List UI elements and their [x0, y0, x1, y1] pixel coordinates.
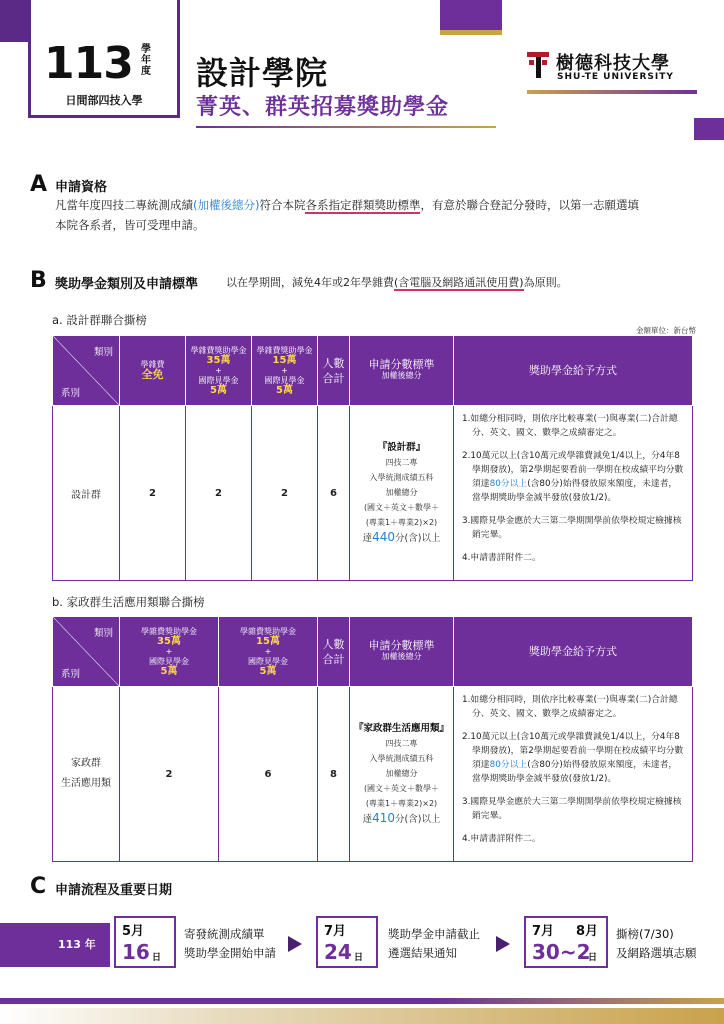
table-b-corner-bottom: 系別 — [61, 669, 81, 680]
table-b-std-title: 『家政群生活應用類』 — [353, 723, 449, 734]
standard-underline: 各系指定群類獎助標準 — [305, 198, 421, 212]
section-a-text-4: 本院各系者，皆可受理申請。 — [55, 218, 205, 232]
table-b-award-4: 4.申請書詳附件二。 — [462, 834, 541, 844]
section-c-letter: C — [30, 874, 47, 899]
table-b-std-l1: 四技二專 — [385, 739, 418, 748]
currency-unit: 金額單位：新台幣 — [636, 326, 696, 335]
step1-month: 5月 — [122, 924, 145, 939]
table-b-corner-top: 類別 — [93, 628, 113, 639]
table-a-std-l1: 四技二專 — [385, 458, 418, 467]
table-b — [52, 616, 693, 862]
table-b-award-2 — [462, 730, 684, 786]
table-a-std-l4: (國文＋英文＋數學＋ — [363, 503, 440, 512]
table-row — [53, 687, 693, 862]
section-b-desc — [226, 274, 568, 290]
step2-day: 24 — [324, 940, 352, 964]
table-b-row-label — [53, 687, 120, 862]
table-b-col2-amount: 15萬 — [256, 635, 280, 647]
year-number: 113 — [44, 38, 133, 89]
table-row — [53, 406, 693, 581]
page-title: 設計學院 — [196, 54, 329, 92]
table-a-award-1: 1.如總分相同時，則依序比較專業(一)與專業(二)合計總分、英文、國文、數學之成績審定之。 — [462, 414, 678, 438]
table-a-col5-label: 申請分數標準 — [368, 358, 435, 371]
table-a-header-row — [53, 336, 693, 406]
table-b-col1-plus: + — [165, 646, 173, 656]
table-a-award-2a: 2.10萬元以上(含10萬元或學雜費減免1/4以上，分4年8學期發放)，第2學期起要看前一學期在校成績平均分數須達 — [462, 451, 684, 489]
table-b-award-2b: (含80分)始得發放原來額度，未達者，當學期獎助學金減半發放(發放1/2)。 — [472, 760, 678, 784]
footer-stripe — [0, 998, 724, 1004]
table-b-corner — [53, 617, 120, 687]
table-a-col-35 — [186, 336, 252, 406]
table-a-corner-top: 類別 — [93, 347, 113, 358]
table-a-std-post: 分(含)以上 — [395, 533, 441, 544]
fee-note-underline: (含電腦及網路通訊使用費) — [394, 276, 524, 289]
table-a-col-total: 人數合計 — [318, 336, 350, 406]
step3-desc — [616, 925, 697, 963]
table-b-col-standard — [350, 617, 454, 687]
table-b-std-pre: 達 — [362, 814, 373, 825]
step2-line2: 遴選結果通知 — [388, 946, 457, 960]
step3-date — [524, 916, 608, 968]
step3-day: 30~2 — [532, 940, 591, 964]
section-a-letter: A — [30, 172, 48, 197]
table-a-award-4: 4.申請書詳附件二。 — [462, 553, 541, 563]
table-b-std-l3: 加權總分 — [385, 769, 418, 778]
university-name-cn: 樹德科技大學 — [556, 53, 670, 74]
step2-desc — [388, 925, 480, 963]
university-name-en: SHU-TE UNIVERSITY — [557, 72, 674, 82]
step2-date — [316, 916, 378, 968]
table-a-col2-amount2: 5萬 — [210, 384, 227, 396]
table-b-v2: 6 — [219, 687, 318, 862]
table-a-col2-amount: 35萬 — [206, 354, 231, 366]
table-a-corner — [53, 336, 120, 406]
arrow-right-icon — [288, 936, 302, 952]
arrow-right-icon — [496, 936, 510, 952]
table-b-v1: 2 — [120, 687, 219, 862]
step1-desc — [184, 925, 276, 963]
table-a-col-award: 獎助學金給予方式 — [454, 336, 693, 406]
table-a-col2-label: 學雜費獎助學金 — [190, 345, 247, 355]
table-a-col3-label2: 國際見學金 — [264, 375, 305, 385]
section-c-title: 申請流程及重要日期 — [55, 883, 173, 898]
table-b-col1-label2: 國際見學金 — [149, 656, 189, 666]
table-a-col2-plus: + — [215, 365, 222, 375]
table-b-std-post: 分(含)以上 — [395, 814, 441, 825]
table-a-total: 6 — [318, 406, 350, 581]
section-b-letter: B — [30, 268, 47, 293]
university-logo-icon — [527, 50, 549, 78]
step3-line1: 撕榜(7/30) — [616, 927, 674, 941]
table-b-col-total: 人數合計 — [318, 617, 350, 687]
table-a-col1-amount: 全免 — [141, 368, 164, 381]
table-b-col-15 — [219, 617, 318, 687]
table-b-standard — [350, 687, 454, 862]
table-a-col5-sub: 加權後總分 — [381, 371, 422, 380]
step3-day-suffix: 日 — [588, 953, 598, 963]
table-a — [52, 335, 693, 581]
table-b-col2-label2: 國際見學金 — [248, 656, 288, 666]
table-a-row-label: 設計群 — [53, 406, 120, 581]
table-b-std-l2: 入學統測成績五科 — [369, 754, 434, 763]
step3-month-a: 7月 — [532, 924, 555, 939]
table-b-award-2a: 2.10萬元以上(含10萬元或學雜費減免1/4以上，分4年8學期發放)，第2學期起要看前一學期在校成績平均分數須達 — [462, 732, 684, 770]
table-a-col1-label: 學雜費 — [140, 360, 165, 369]
table-a-award-2 — [462, 449, 684, 505]
step1-line2: 獎助學金開始申請 — [184, 946, 276, 960]
table-a-caption: a. 設計群聯合撕榜 — [52, 313, 147, 327]
section-b-title: 獎助學金類別及申請標準 — [55, 277, 199, 292]
table-a-col3-label: 學雜費獎助學金 — [256, 345, 313, 355]
step1-date — [114, 916, 176, 968]
footer-gradient — [0, 1008, 724, 1024]
table-b-col-award: 獎助學金給予方式 — [454, 617, 693, 687]
table-a-std-score: 440 — [372, 530, 395, 544]
table-b-award-1: 1.如總分相同時，則依序比較專業(一)與專業(二)合計總分、英文、國文、數學之成績審定之。 — [462, 695, 678, 719]
step2-day-suffix: 日 — [354, 953, 364, 963]
table-b-row-label-2: 生活應用類 — [61, 778, 111, 789]
table-b-col-35 — [120, 617, 219, 687]
table-b-col2-amount2: 5萬 — [259, 665, 277, 677]
timeline-year: 113 年 — [58, 938, 96, 951]
table-a-std-pre: 達 — [362, 533, 373, 544]
table-a-corner-bottom: 系別 — [61, 388, 81, 399]
table-b-col1-amount2: 5萬 — [160, 665, 178, 677]
table-b-row-label-1: 家政群 — [71, 758, 101, 769]
header-stripe-gold — [440, 30, 502, 35]
table-a-col-standard — [350, 336, 454, 406]
table-b-col4-sub: 加權後總分 — [381, 652, 422, 661]
step1-day-suffix: 日 — [152, 953, 162, 963]
table-a-std-title: 『設計群』 — [377, 442, 426, 453]
weighted-score-highlight: (加權後總分) — [193, 198, 260, 212]
side-accent-bar — [694, 118, 724, 140]
section-a-text-1: 凡當年度四技二專統測成績 — [55, 198, 193, 212]
table-a-col2-label2: 國際見學金 — [198, 375, 239, 385]
table-b-col4-label: 申請分數標準 — [368, 639, 435, 652]
table-a-std-l2: 入學統測成績五科 — [369, 473, 434, 482]
table-b-col2-label: 學雜費獎助學金 — [240, 626, 296, 636]
table-a-col-15 — [252, 336, 318, 406]
step2-month: 7月 — [324, 924, 347, 939]
step2-line1: 獎助學金申請截止 — [388, 927, 480, 941]
title-divider — [196, 126, 496, 128]
header-stripe — [440, 0, 502, 30]
table-a-v1: 2 — [120, 406, 186, 581]
table-a-col3-amount2: 5萬 — [276, 384, 293, 396]
table-a-award — [454, 406, 693, 581]
table-a-col3-plus: + — [281, 365, 288, 375]
step1-line1: 寄發統測成績單 — [184, 927, 265, 941]
table-b-col2-plus: + — [264, 646, 272, 656]
section-b-desc-1: 以在學期間，減免4年或2年學雜費 — [226, 276, 394, 289]
table-b-caption: b. 家政群生活應用類聯合撕榜 — [52, 595, 205, 609]
table-a-std-l3: 加權總分 — [385, 488, 418, 497]
section-a-title: 申請資格 — [55, 180, 108, 195]
table-b-award-2-highlight: 80分以上 — [489, 760, 528, 770]
program-label: 日間部四技入學 — [65, 94, 143, 107]
table-a-v3: 2 — [252, 406, 318, 581]
table-a-col-tuition — [120, 336, 186, 406]
section-a-text-2: 符合本院 — [259, 198, 306, 212]
table-b-col1-amount: 35萬 — [157, 635, 181, 647]
year-suffix: 學年度 — [141, 44, 151, 77]
section-a-text-3: ，有意於聯合登記分發時，以第一志願選填 — [420, 198, 639, 212]
section-a-text — [55, 195, 695, 235]
table-a-award-2b: (含80分)始得發放原來額度，未達者，當學期獎助學金減半發放(發放1/2)。 — [472, 479, 678, 503]
table-b-std-score: 410 — [372, 811, 395, 825]
table-b-total: 8 — [318, 687, 350, 862]
table-b-award — [454, 687, 693, 862]
table-b-header-row — [53, 617, 693, 687]
table-a-std-l5: (專業1＋專業2)×2) — [365, 518, 438, 527]
table-a-standard — [350, 406, 454, 581]
logo-divider — [527, 90, 697, 94]
step3-line2: 及網路選填志願 — [616, 946, 697, 960]
step3-month-b: 8月 — [576, 924, 599, 939]
table-b-std-l4: (國文＋英文＋數學＋ — [363, 784, 440, 793]
table-a-v2: 2 — [186, 406, 252, 581]
table-b-award-3: 3.國際見學金應於大三第二學期開學前依學校規定檢據核銷完畢。 — [462, 797, 682, 821]
step1-day: 16 — [122, 940, 150, 964]
table-b-std-l5: (專業1＋專業2)×2) — [365, 799, 438, 808]
table-b-col1-label: 學雜費獎助學金 — [141, 626, 197, 636]
table-a-award-3: 3.國際見學金應於大三第二學期開學前依學校規定檢據核銷完畢。 — [462, 516, 682, 540]
section-b-desc-2: 為原則。 — [523, 276, 568, 289]
page-subtitle: 菁英、群英招募獎助學金 — [196, 95, 450, 120]
table-a-award-2-highlight: 80分以上 — [489, 479, 528, 489]
table-a-col3-amount: 15萬 — [272, 354, 297, 366]
